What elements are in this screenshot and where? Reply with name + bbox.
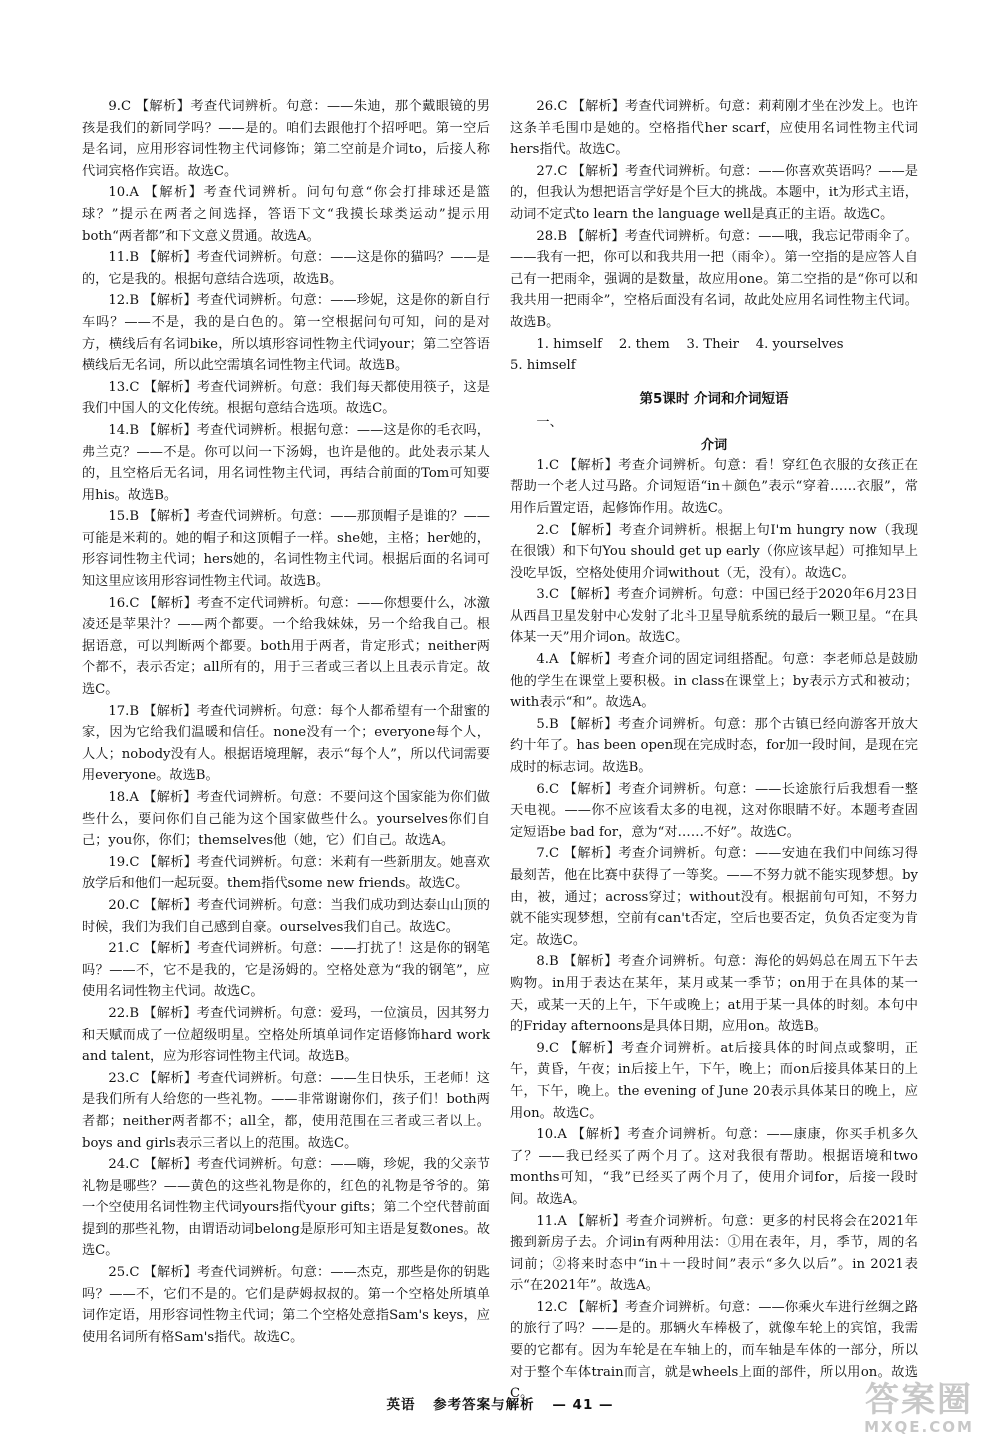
answer-entry: 21.C 【解析】考查代词辨析。句意：——打扰了！这是你的钢笔吗？——不，它不是我的，它是汤姆的。空格处意为“我的钢笔”，应使用名词性物主代词。故选C。 — [82, 941, 490, 1000]
answer-entry: 17.B 【解析】考查代词辨析。句意：每个人都希望有一个甜蜜的家，因为它给我们温暖和信任。none没有一个；everyone每个人，人人；nobody没有人。根据语境理解，表示“每个人”，所以代词需要用everyone。故选B。 — [82, 703, 490, 784]
answer-entry: 15.B 【解析】考查代词辨析。句意：——那顶帽子是谁的？——可能是米莉的。她的帽子和这顶帽子一样。she她，主格；her她的，形容词性物主代词；hers她的，名词性物主代词。根据后面的名词可知这里应该用形容词性物主代词。故选B。 — [82, 509, 490, 590]
answer-entry: 2.C 【解析】考查介词辨析。根据上句I'm hungry now（我现在很饿）和下句You should get up early（你应该早起）可推知早上没吃早饭，空格处使用介词without（无，没有）。故选C。 — [510, 522, 918, 581]
answer-entry: 19.C 【解析】考查代词辨析。句意：米莉有一些新朋友。她喜欢放学后和他们一起玩耍。them指代some new friends。故选C。 — [82, 854, 490, 892]
right-column-top-entries — [510, 96, 918, 334]
subsection-title: 介词 — [700, 437, 728, 453]
right-column-bottom-entries — [510, 455, 918, 1405]
watermark-logo: 答案圈 — [865, 1380, 973, 1420]
answer-entry: 28.B 【解析】考查代词辨析。句意：——哦，我忘记带雨伞了。——我有一把，你可以和我共用一把（雨伞）。第一空指的是应答人自己有一把雨伞，强调的是数量，故应用one。第二空指的是“你可以和我共用一把雨伞”，空格后面没有名词，故此处应用名词性物主代词。故选B。 — [510, 228, 918, 330]
answer-entry: 4.A 【解析】考查介词的固定词组搭配。句意：李老师总是鼓励他的学生在课堂上要积极。in class在课堂上；by表示方式和被动；with表示“和”。故选A。 — [510, 652, 918, 711]
answer-entry: 24.C 【解析】考查代词辨析。句意：——嗨，珍妮，我的父亲节礼物是哪些？——黄色的这些礼物是你的，红色的礼物是爷爷的。第一个空使用名词性物主代词yours指代your gifts；第二个空代替前面提到的那些礼物，由谓语动词belong是原形可知主语是复数ones。故选C。 — [82, 1157, 490, 1259]
answer-entry: 1.C 【解析】考查介词辨析。句意：看！穿红色衣服的女孩正在帮助一个老人过马路。介词短语“in＋颜色”表示“穿着……衣服”，常用作后置定语，起修饰作用。故选C。 — [510, 457, 918, 516]
answer-item: 5. himself — [510, 358, 576, 374]
answer-entry: 12.C 【解析】考查介词辨析。句意：——你乘火车进行丝绸之路的旅行了吗？——是的。那辆火车棒极了，就像车轮上的宾馆，我需要的它都有。因为车轮是在车轴上的，而车轴是车体的一部分，所以对于整个车体train而言，就是wheels上面的部件，所以用on。故选C。 — [510, 1299, 918, 1402]
answer-entry: 13.C 【解析】考查代词辨析。句意：我们每天都使用筷子，这是我们中国人的文化传统。根据句意结合选项。故选C。 — [82, 379, 490, 417]
answer-entry: 14.B 【解析】考查代词辨析。根据句意：——这是你的毛衣吗，弗兰克？——不是。你可以问一下汤姆，也许是他的。此处表示某人的，且空格后无名词，用名词性物主代词，再结合前面的Tom可知要用his。故选B。 — [82, 422, 490, 503]
section-title: 第5课时 介词和介词短语 — [639, 390, 789, 407]
answer-entry: 8.B 【解析】考查介词辨析。句意：海伦的妈妈总在周五下午去购物。in用于表达在某年，某月或某一季节；on用于在具体的某一天，或某一天的上午，下午或晚上；at用于某一具体的时刻。本句中的Friday afternoons是具体日期，应用on。故选B。 — [510, 954, 918, 1035]
answer-entry: 12.B 【解析】考查代词辨析。句意：——珍妮，这是你的新自行车吗？——不是，我的是白色的。第一空根据问句可知，问的是对方，横线后有名词bike，所以填形容词性物主代词your；第二空答语横线后无名词，所以此空需填名词性物主代词。故选B。 — [82, 293, 490, 374]
answer-item: 4. yourselves — [755, 336, 844, 352]
footer-title: 参考答案与解析 — [433, 1397, 535, 1413]
answer-entry: 26.C 【解析】考查代词辨析。句意：莉莉刚才坐在沙发上。也许这条羊毛围巾是她的。空格指代her scarf，应使用名词性物主代词hers指代。故选C。 — [510, 99, 918, 158]
answer-entry: 9.C 【解析】考查介词辨析。at后接具体的时间点或黎明，正午，黄昏，午夜；in后接上午，下午，晚上；而on后接具体某日的上午，下午，晚上。the evening of June 20表示具体某日的晚上，应用on。故选C。 — [510, 1040, 918, 1121]
section-number: 一、 — [536, 414, 563, 430]
answer-list — [510, 334, 918, 377]
answer-entry: 11.A 【解析】考查介词辨析。句意：更多的村民将会在2021年搬到新房子去。介词in有两种用法：①用在表年，月，季节，周的名词前；②将来时态中“in＋一段时间”表示“多久以后”。in 2021表示“在2021年”。故选A。 — [510, 1213, 918, 1294]
answer-entry: 9.C 【解析】考查代词辨析。句意：——朱迪，那个戴眼镜的男孩是我们的新同学吗？——是的。咱们去跟他打个招呼吧。第一空后是名词，应用形容词性物主代词修饰；第二空前是介词to，后接人称代词宾格作宾语。故选C。 — [82, 99, 490, 179]
answer-entry: 20.C 【解析】考查代词辨析。句意：当我们成功到达泰山山顶的时候，我们为我们自己感到自豪。ourselves我们自己。故选C。 — [82, 897, 490, 935]
footer-subject: 英语 — [386, 1397, 416, 1413]
answer-entry: 25.C 【解析】考查代词辨析。句意：——杰克，那些是你的钥匙吗？——不，它们不是的。它们是萨姆叔叔的。第一个空格处所填单词作定语，用形容词性物主代词；第二个空格处意指Sam's keys，应使用名词所有格Sam's指代。故选C。 — [82, 1265, 490, 1345]
page-number: — 41 — — [552, 1397, 614, 1413]
watermark — [844, 1382, 994, 1442]
watermark-url: MXQE.COM — [864, 1418, 974, 1436]
answer-entry: 5.B 【解析】考查介词辨析。句意：那个古镇已经向游客开放大约十年了。has been open现在完成时态，for加一段时间，是现在完成时的标志词。故选B。 — [510, 716, 918, 776]
answer-entry: 10.A 【解析】考查代词辨析。问句句意“你会打排球还是篮球？”提示在两者之间选择，答语下文“我摸长球类运动”提示用both“两者都”和下文意义贯通。故选A。 — [82, 185, 490, 244]
answer-entry: 11.B 【解析】考查代词辨析。句意：——这是你的猫吗？——是的，它是我的。根据句意结合选项，故选B。 — [82, 250, 490, 287]
answer-entry: 10.A 【解析】考查介词辨析。句意：——康康，你买手机多久了？——我已经买了两个月了。这对我很有帮助。根据语境和two months可知，“我”已经买了两个月了，使用介词for，后接一段时间。故选A。 — [510, 1127, 918, 1207]
answer-entry: 23.C 【解析】考查代词辨析。句意：——生日快乐，王老师！这是我们所有人给您的一些礼物。——非常谢谢你们，孩子们！both两者都；neither两者都不；all全，都，使用范围在三者或三者以上。boys and girls表示三者以上的范围。故选C。 — [82, 1070, 490, 1151]
answer-entry: 22.B 【解析】考查代词辨析。句意：爱玛，一位演员，因其努力和天赋而成了一位超级明星。空格处所填单词作定语修饰hard work and talent，应为形容词性物主代词。故选B。 — [82, 1005, 490, 1065]
answer-entry: 16.C 【解析】考查不定代词辨析。句意：——你想要什么，冰激凌还是苹果汁？——两个都要。一个给我妹妹，另一个给我自己。根据语意，可以判断两个都要。both用于两者，肯定形式；neither两个都不，表示否定；all所有的，用于三者或三者以上且表示肯定。故选C。 — [82, 595, 490, 698]
page-body — [82, 96, 918, 1402]
answer-item: 3. Their — [686, 336, 739, 352]
right-column — [510, 96, 918, 1402]
answer-entry: 7.C 【解析】考查介词辨析。句意：——安迪在我们中间练习得最刻苦，他在比赛中获得了一等奖。——不努力就不能实现梦想。by由，被，通过；across穿过；without没有。根据前句可知，不努力就不能实现梦想，空前有can't否定，空后也要否定，负负否定变为肯定。故选C。 — [510, 846, 918, 948]
answer-entry: 18.A 【解析】考查代词辨析。句意：不要问这个国家能为你们做些什么，要问你们自己能为这个国家做些什么。yourselves你们自己；you你，你们；themselves他（她，它）们自己。故选A。 — [82, 790, 490, 849]
answer-item: 2. them — [618, 336, 670, 352]
answer-item: 1. himself — [536, 336, 603, 352]
answer-entry: 3.C 【解析】考查介词辨析。句意：中国已经于2020年6月23日从西昌卫星发射中心发射了北斗卫星导航系统的最后一颗卫星。“在具体某一天”用介词on。故选C。 — [510, 587, 918, 646]
left-column — [82, 96, 490, 1386]
answer-entry: 27.C 【解析】考查代词辨析。句意：——你喜欢英语吗？——是的，但我认为想把语言学好是个巨大的挑战。本题中，it为形式主语，动词不定式to learn the language well是真正的主语。故选C。 — [510, 163, 918, 222]
answer-entry: 6.C 【解析】考查介词辨析。句意：——长途旅行后我想看一整天电视。——你不应该看太多的电视，这对你眼睛不好。本题考查固定短语be bad for，意为“对……不好”。故选C。 — [510, 781, 918, 840]
